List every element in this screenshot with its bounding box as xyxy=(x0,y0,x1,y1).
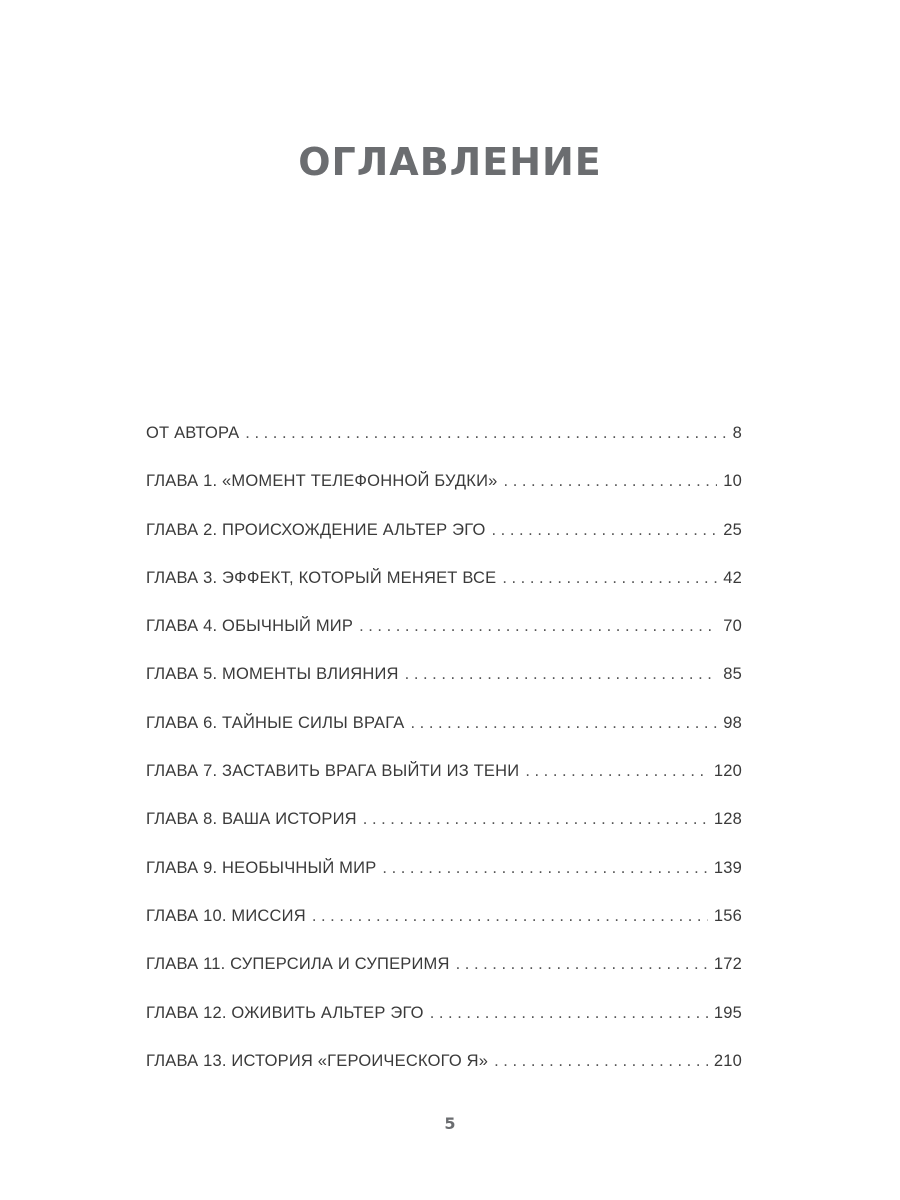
toc-entry-page: 70 xyxy=(723,617,742,636)
toc-entry-page: 120 xyxy=(713,762,742,781)
toc-entry-title: ГЛАВА 1. «МОМЕНТ ТЕЛЕФОННОЙ БУДКИ» xyxy=(146,472,498,491)
toc-entry xyxy=(146,1004,742,1052)
toc-entry-page: 210 xyxy=(713,1051,742,1070)
toc-entry xyxy=(146,569,742,617)
toc-entry xyxy=(146,665,742,713)
toc-entry xyxy=(146,810,742,858)
toc-entry-title: ГЛАВА 11. СУПЕРСИЛА И СУПЕРИМЯ xyxy=(146,955,450,974)
dot-leader xyxy=(494,1052,708,1071)
toc-entry xyxy=(146,714,742,762)
dot-leader xyxy=(405,665,718,684)
dot-leader xyxy=(502,569,717,588)
toc-entry-title: ГЛАВА 13. ИСТОРИЯ «ГЕРОИЧЕСКОГО Я» xyxy=(146,1051,489,1070)
dot-leader xyxy=(245,424,726,443)
toc-entry-page: 10 xyxy=(723,472,742,491)
toc-entry-title: ГЛАВА 8. ВАША ИСТОРИЯ xyxy=(146,810,357,829)
toc-entry-title: ОТ АВТОРА xyxy=(146,424,240,442)
toc-entry-title: ГЛАВА 9. НЕОБЫЧНЫЙ МИР xyxy=(146,858,377,877)
toc-entry xyxy=(146,859,742,907)
toc-entry-title: ГЛАВА 7. ЗАСТАВИТЬ ВРАГА ВЫЙТИ ИЗ ТЕНИ xyxy=(146,762,520,781)
toc-entry-title: ГЛАВА 4. ОБЫЧНЫЙ МИР xyxy=(146,617,354,636)
toc-entry-page: 8 xyxy=(732,424,742,442)
toc-entry xyxy=(146,472,742,520)
toc-entry-page: 139 xyxy=(713,858,742,877)
toc-entry-title: ГЛАВА 5. МОМЕНТЫ ВЛИЯНИЯ xyxy=(146,665,399,684)
toc-entry-title: ГЛАВА 2. ПРОИСХОЖДЕНИЕ АЛЬТЕР ЭГО xyxy=(146,520,486,539)
dot-leader xyxy=(491,521,717,540)
dot-leader xyxy=(312,907,708,926)
toc-entry-page: 172 xyxy=(713,955,742,974)
page-number: 5 xyxy=(444,1114,456,1133)
toc-entry xyxy=(146,907,742,955)
toc-entry-page: 156 xyxy=(713,906,742,925)
toc-entry-page: 195 xyxy=(713,1003,742,1022)
dot-leader xyxy=(504,472,718,491)
dot-leader xyxy=(382,859,707,878)
dot-leader xyxy=(411,714,718,733)
dot-leader xyxy=(363,810,708,829)
toc-entry-title: ГЛАВА 6. ТАЙНЫЕ СИЛЫ ВРАГА xyxy=(146,713,405,732)
toc-entry-page: 128 xyxy=(713,810,742,829)
table-of-contents xyxy=(146,424,742,1100)
toc-entry xyxy=(146,955,742,1003)
toc-entry-title: ГЛАВА 10. МИССИЯ xyxy=(146,906,306,925)
toc-entry-page: 25 xyxy=(723,520,742,539)
dot-leader xyxy=(359,617,717,636)
toc-entry-page: 98 xyxy=(723,713,742,732)
toc-entry xyxy=(146,424,742,472)
dot-leader xyxy=(430,1004,708,1023)
dot-leader xyxy=(456,955,708,974)
dot-leader xyxy=(525,762,708,781)
toc-entry xyxy=(146,521,742,569)
page-title: ОГЛАВЛЕНИЕ xyxy=(298,140,602,184)
toc-entry-title: ГЛАВА 12. ОЖИВИТЬ АЛЬТЕР ЭГО xyxy=(146,1003,424,1022)
toc-entry-title: ГЛАВА 3. ЭФФЕКТ, КОТОРЫЙ МЕНЯЕТ ВСЕ xyxy=(146,568,497,587)
toc-entry xyxy=(146,1052,742,1100)
toc-entry-page: 85 xyxy=(723,665,742,684)
toc-entry xyxy=(146,617,742,665)
toc-entry-page: 42 xyxy=(723,568,742,587)
toc-entry xyxy=(146,762,742,810)
